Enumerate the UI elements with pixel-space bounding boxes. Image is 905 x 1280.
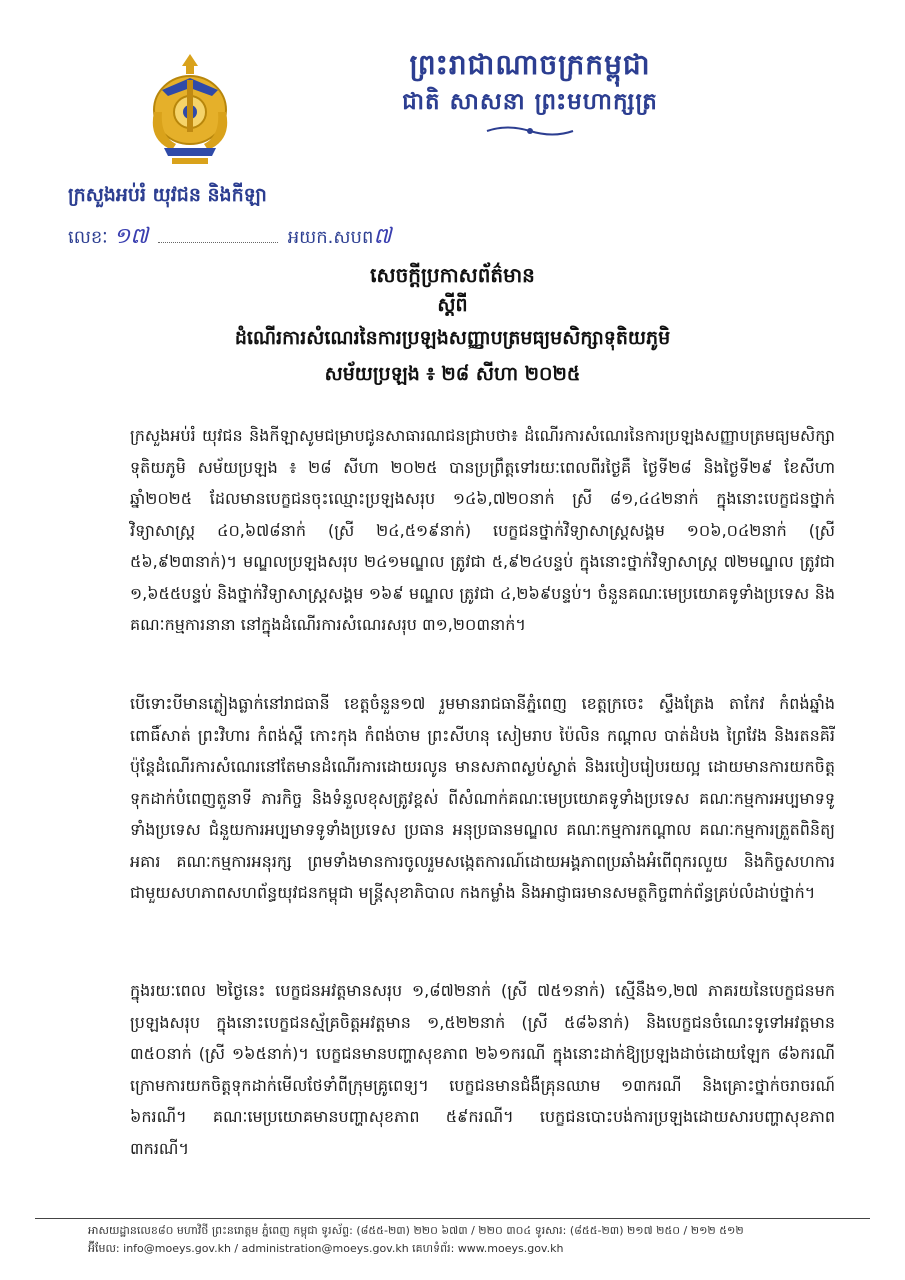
number-suffix: អយក.សបព: [287, 227, 374, 248]
paragraph-3: ក្នុងរយៈពេល ២ថ្ងៃនេះ បេក្ខជនអវត្តមានសរុប ១,៨៧២នាក់ (ស្រី ៧៥១នាក់) ស្មើនឹង១,២៧ ភាគរយនៃបេក្ខជនមកប្រឡងសរុប ក្នុងនោះបេក្ខជនស្ម័គ្រចិត្តអវត្តមាន ១,៥២២នាក់ (ស្រី ៥៨៦នាក់) និងបេក្ខជនចំណេះទូទៅអវត្តមាន ៣៥០នាក់ (ស្រី ១៦៥នាក់)។ បេក្ខជនមានបញ្ហាសុខភាព ២៦១ករណី ក្នុងនោះដាក់ឱ្យប្រឡងដាច់ដោយឡែក ៨៦ករណី ក្រោមការយកចិត្តទុកដាក់មើលថែទាំពីក្រុមគ្រូពេទ្យ។ បេក្ខជនមានជំងឺគ្រុនឈាម ១៣ករណី និងគ្រោះថ្នាក់ចរាចរណ៍ ៦ករណី។ គណៈមេប្រយោគមានបញ្ហាសុខភាព ៥៩ករណី។ បេក្ខជនបោះបង់ការប្រឡងដោយសារបញ្ហាសុខភាព ៣ករណី។: [130, 981, 835, 1158]
footer-email-web: អ៊ីមែល: info@moeys.gov.kh / administration@moeys.gov.kh គេហទំព័រ: www.moeys.gov.kh: [88, 1242, 564, 1255]
number-label: លេខៈ: [68, 227, 108, 248]
number-tail: ៧: [373, 224, 392, 249]
ministry-emblem: [142, 50, 238, 170]
doc-title: សេចក្តីប្រកាសព័ត៌មាន: [370, 263, 535, 287]
header-ornament: [485, 123, 575, 137]
doc-title-about: ស្តីពី: [437, 294, 468, 316]
footer-divider: [35, 1218, 870, 1219]
doc-subject: ដំណើរការសំណេរនៃការប្រឡងសញ្ញាបត្រមធ្យមសិក្សាទុតិយភូមិ: [234, 327, 671, 349]
footer-address: អាសយដ្ឋានលេខ៨០ មហាវិថី ព្រះនរោត្តម ភ្នំពេញ កម្ពុជា ទូរស័ព្ទ: (៨៥៥-២៣) ២២០ ៦៧៣ / ២២០ ៣០៤ ទូរសារ: (៨៥៥-២៣) ២១៧ ២៥០ / ២១២ ៥១២: [88, 1224, 744, 1237]
number-value: ១៧: [113, 224, 149, 249]
document-number: [68, 222, 391, 254]
paragraph-1: ក្រសួងអប់រំ យុវជន និងកីឡាសូមជម្រាបជូនសាធារណជនជ្រាបថា៖ ដំណើរការសំណេរនៃការប្រឡងសញ្ញាបត្រមធ្យមសិក្សាទុតិយភូមិ សម័យប្រឡង ៖ ២៨ សីហា ២០២៥ បានប្រព្រឹត្តទៅរយៈពេលពីរថ្ងៃគឺ ថ្ងៃទី២៨ និងថ្ងៃទី២៩ ខែសីហា ឆ្នាំ២០២៥ ដែលមានបេក្ខជនចុះឈ្មោះប្រឡងសរុប ១៤៦,៧២០នាក់ ស្រី ៨១,៤៤២នាក់ ក្នុងនោះបេក្ខជនថ្នាក់វិទ្យាសាស្ត្រ ៤០,៦៧៨នាក់ (ស្រី ២៤,៥១៩នាក់) បេក្ខជនថ្នាក់វិទ្យាសាស្ត្រសង្គម ១០៦,០៤២នាក់ (ស្រី ៥៦,៩២៣នាក់)។ មណ្ឌលប្រឡងសរុប ២៤១មណ្ឌល ត្រូវជា ៥,៩២៤បន្ទប់ ក្នុងនោះថ្នាក់វិទ្យាសាស្ត្រ ៧២មណ្ឌល ត្រូវជា ១,៦៥៥បន្ទប់ និងថ្នាក់វិទ្យាសាស្ត្រសង្គម ១៦៩ មណ្ឌល ត្រូវជា ៤,២៦៩បន្ទប់។ ចំនួនគណៈមេប្រយោគទូទាំងប្រទេស និងគណៈកម្មការនានា នៅក្នុងដំណើរការសំណេរសរុប ៣១,២០៣នាក់។: [130, 426, 836, 634]
kingdom-header: [330, 45, 730, 137]
paragraph-2: បើទោះបីមានភ្លៀងធ្លាក់នៅរាជធានី ខេត្តចំនួន១៧ រួមមានរាជធានីភ្នំពេញ ខេត្តក្រចេះ ស្ទឹងត្រែង តាកែវ កំពង់ឆ្នាំង ពោធិ៍សាត់ ព្រះវិហារ កំពង់ស្ពឺ កោះកុង កំពង់ចាម ព្រះសីហនុ សៀមរាប ប៉ៃលិន កណ្តាល បាត់ដំបង ព្រៃវែង និងរតនគិរី ប៉ុន្តែដំណើរការសំណេរនៅតែមានដំណើរការដោយរលូន មានសភាពស្ងប់ស្ងាត់ និងរបៀបរៀបរយល្អ ដោយមានការយកចិត្តទុកដាក់បំពេញតួនាទី ភារកិច្ច និងទំនួលខុសត្រូវខ្ពស់ ពីសំណាក់គណៈមេប្រយោគទូទាំងប្រទេស គណៈកម្មការអប្បមាទទូទាំងប្រទេស ជំនួយការអប្បមាទទូទាំងប្រទេស ប្រធាន អនុប្រធានមណ្ឌល គណៈកម្មការកណ្តាល គណៈកម្មការត្រួតពិនិត្យអគារ គណៈកម្មការអនុរក្ស ព្រមទាំងមានការចូលរួមសង្កេតការណ៍ដោយអង្គភាពប្រឆាំងអំពើពុករលួយ និងកិច្ចសហការជាមួយសហភាពសហព័ន្ធយុវជនកម្ពុជា មន្ត្រីសុខាភិបាល កងកម្លាំង និងអាជ្ញាធរមានសមត្ថកិច្ចពាក់ព័ន្ធគ្រប់លំដាប់ថ្នាក់។: [130, 694, 835, 902]
kingdom-name: ព្រះរាជាណាចក្រកម្ពុជា: [409, 48, 651, 81]
exam-session: សម័យប្រឡង ៖ ២៨ សីហា ២០២៥: [324, 363, 581, 385]
footer-contact: [88, 1222, 744, 1258]
number-dotted-line: [158, 242, 278, 243]
national-motto: ជាតិ សាសនា ព្រះមហាក្សត្រ: [402, 89, 658, 115]
ministry-name: ក្រសួងអប់រំ យុវជន និងកីឡា: [68, 184, 267, 206]
